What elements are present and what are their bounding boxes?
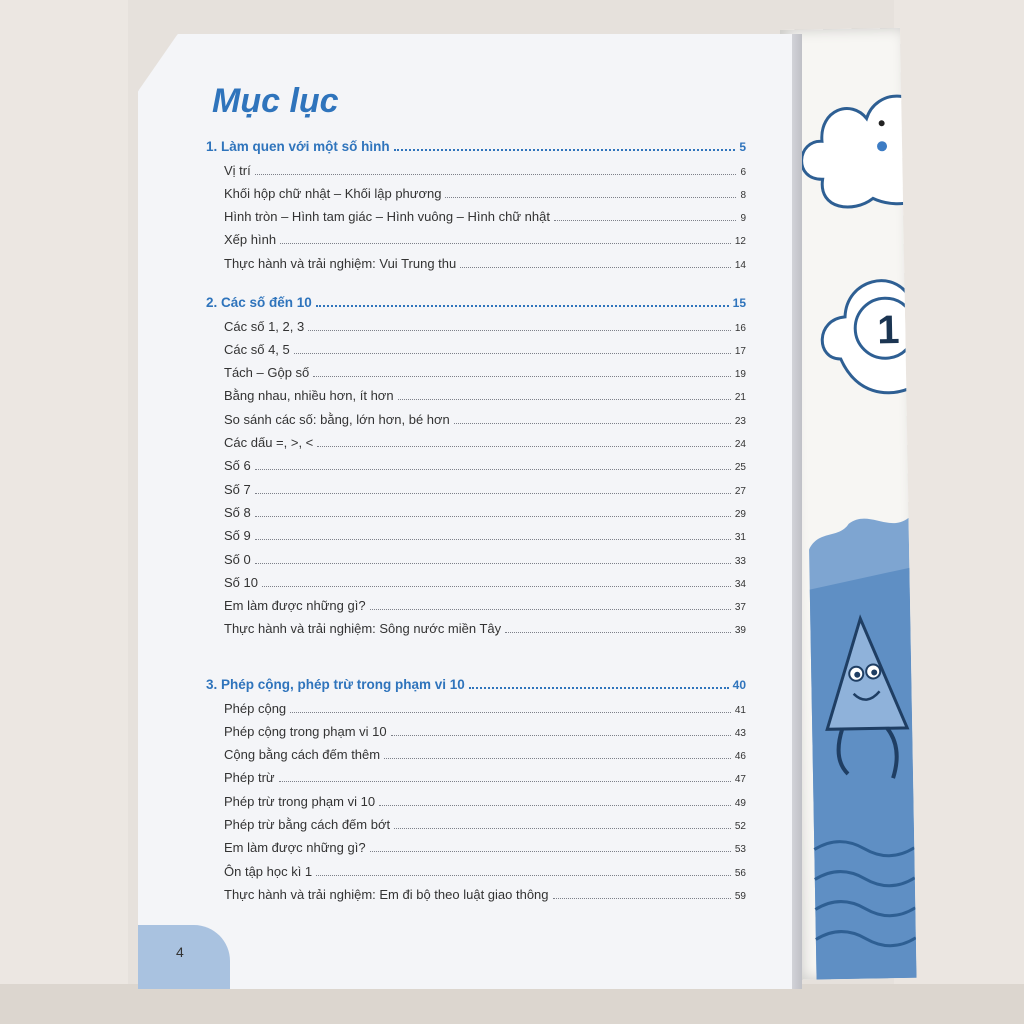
cloud-number-fragment: 1 xyxy=(876,307,900,353)
dot-leader xyxy=(370,851,731,852)
toc-item[interactable] xyxy=(206,855,746,878)
toc-item-page: 25 xyxy=(734,462,746,474)
dot-leader xyxy=(255,493,731,494)
toc-heading-label: 3. Phép cộng, phép trừ trong phạm vi 10 xyxy=(206,677,465,693)
toc-item-label: Cộng bằng cách đếm thêm xyxy=(224,747,381,763)
toc-item-label: Số 10 xyxy=(224,574,258,590)
toc-item[interactable] xyxy=(206,427,746,450)
dot-leader xyxy=(255,539,731,540)
dot-leader xyxy=(255,469,731,470)
toc-item-page: 6 xyxy=(740,166,746,178)
toc-item[interactable] xyxy=(206,497,746,520)
toc-item-page: 17 xyxy=(734,345,746,357)
toc-section-1 xyxy=(206,131,746,271)
toc-item-page: 47 xyxy=(734,774,746,786)
toc-item-page: 46 xyxy=(734,751,746,763)
dot-leader xyxy=(394,149,736,151)
toc-item-label: Phép trừ trong phạm vi 10 xyxy=(224,793,376,809)
dot-leader xyxy=(290,712,731,713)
dot-leader xyxy=(469,687,729,689)
dot-leader xyxy=(308,330,731,331)
toc-item-page: 53 xyxy=(734,844,746,856)
dot-leader xyxy=(255,174,737,175)
dot-leader xyxy=(379,805,731,806)
toc-item-page: 49 xyxy=(734,797,746,809)
toc-item-page: 37 xyxy=(734,602,746,614)
toc-item-label: Bằng nhau, nhiều hơn, ít hơn xyxy=(224,388,394,404)
toc-heading-page: 5 xyxy=(739,140,746,155)
toc-item-label: So sánh các số: bằng, lớn hơn, bé hơn xyxy=(224,411,450,427)
toc-item[interactable] xyxy=(206,450,746,473)
toc-item-label: Hình tròn – Hình tam giác – Hình vuông – Hình chữ nhật xyxy=(224,209,550,225)
toc-item-label: Các số 4, 5 xyxy=(224,341,290,357)
toc-heading[interactable] xyxy=(206,669,746,692)
toc-item-page: 39 xyxy=(734,625,746,637)
toc-item[interactable] xyxy=(206,520,746,543)
toc-item-label: Thực hành và trải nghiệm: Vui Trung thu xyxy=(224,255,457,271)
toc-item-page: 8 xyxy=(740,189,746,201)
toc-item[interactable] xyxy=(206,739,746,762)
toc-item-page: 9 xyxy=(740,213,746,225)
toc-item-page: 19 xyxy=(734,369,746,381)
toc-item-page: 41 xyxy=(734,704,746,716)
page-number-tab xyxy=(138,925,230,989)
dot-leader xyxy=(370,609,731,610)
dot-leader xyxy=(445,197,736,198)
toc-item-label: Thực hành và trải nghiệm: Em đi bộ theo luật giao thông xyxy=(224,886,549,902)
toc-item[interactable] xyxy=(206,154,746,177)
toc-item[interactable] xyxy=(206,178,746,201)
toc-item-label: Tách – Gộp số xyxy=(224,365,310,381)
dot-leader xyxy=(391,735,731,736)
toc-item-label: Em làm được những gì? xyxy=(224,840,366,856)
toc-item[interactable] xyxy=(206,692,746,715)
toc-item[interactable] xyxy=(206,879,746,902)
toc-item-label: Phép trừ bằng cách đếm bớt xyxy=(224,817,391,833)
toc-item-page: 24 xyxy=(734,439,746,451)
dot-leader xyxy=(316,875,731,876)
dot-leader xyxy=(294,353,731,354)
page-number: 4 xyxy=(176,944,184,960)
toc-item-label: Vị trí xyxy=(224,162,251,178)
toc-item-label: Ôn tập học kì 1 xyxy=(224,863,313,879)
toc-item[interactable] xyxy=(206,473,746,496)
page-title: Mục lục xyxy=(212,82,339,120)
dot-leader xyxy=(279,781,731,782)
dot-leader xyxy=(398,399,731,400)
toc-item[interactable] xyxy=(206,403,746,426)
toc-item-label: Các dấu =, >, < xyxy=(224,435,314,451)
toc-item[interactable] xyxy=(206,613,746,636)
toc-item[interactable] xyxy=(206,762,746,785)
toc-item-page: 56 xyxy=(734,867,746,879)
toc-item[interactable] xyxy=(206,247,746,270)
dot-leader xyxy=(454,423,731,424)
toc-item[interactable] xyxy=(206,590,746,613)
dot-leader xyxy=(554,220,736,221)
dot-leader xyxy=(384,758,731,759)
toc-item-page: 52 xyxy=(734,821,746,833)
toc-item-page: 29 xyxy=(734,508,746,520)
page-edge xyxy=(792,34,802,989)
toc-item-page: 43 xyxy=(734,727,746,739)
dot-leader xyxy=(317,446,731,447)
toc-item-label: Phép cộng trong phạm vi 10 xyxy=(224,723,387,739)
toc-item[interactable] xyxy=(206,543,746,566)
toc-item-label: Số 7 xyxy=(224,481,251,497)
dot-leader xyxy=(505,632,731,633)
toc-item[interactable] xyxy=(206,716,746,739)
toc-item-page: 12 xyxy=(734,236,746,248)
toc-heading-page: 15 xyxy=(732,296,746,311)
toc-item[interactable] xyxy=(206,357,746,380)
toc-item-label: Số 8 xyxy=(224,504,251,520)
toc-item-page: 31 xyxy=(734,532,746,544)
toc-heading[interactable] xyxy=(206,131,746,154)
table-surface xyxy=(0,984,1024,1024)
toc-section-3 xyxy=(206,669,746,902)
toc-item[interactable] xyxy=(206,809,746,832)
toc-item[interactable] xyxy=(206,832,746,855)
background-wall-left xyxy=(0,0,128,1024)
toc-item-page: 27 xyxy=(734,485,746,497)
toc-item-label: Số 0 xyxy=(224,551,251,567)
toc-item-label: Các số 1, 2, 3 xyxy=(224,318,305,334)
toc-item-label: Phép trừ xyxy=(224,770,275,786)
toc-item[interactable] xyxy=(206,380,746,403)
toc-item-page: 33 xyxy=(734,555,746,567)
toc-heading[interactable] xyxy=(206,287,746,310)
toc-item-label: Phép cộng xyxy=(224,700,287,716)
toc-item-page: 59 xyxy=(734,890,746,902)
cloud-number-icon xyxy=(821,280,916,394)
dot-leader xyxy=(316,305,729,307)
dot-leader xyxy=(313,376,731,377)
toc-item-label: Em làm được những gì? xyxy=(224,598,366,614)
toc-item[interactable] xyxy=(206,567,746,590)
toc-item[interactable] xyxy=(206,334,746,357)
toc-item-label: Thực hành và trải nghiệm: Sông nước miền Tây xyxy=(224,621,502,637)
toc-heading-label: 1. Làm quen với một số hình xyxy=(206,139,390,155)
dot-leader xyxy=(394,828,731,829)
toc-item[interactable] xyxy=(206,224,746,247)
toc-heading-label: 2. Các số đến 10 xyxy=(206,295,312,311)
dot-leader xyxy=(262,586,731,587)
toc-item-page: 21 xyxy=(734,392,746,404)
toc-item-page: 34 xyxy=(734,578,746,590)
toc-item-label: Khối hộp chữ nhật – Khối lập phương xyxy=(224,185,442,201)
toc-item-page: 23 xyxy=(734,415,746,427)
cloud-face-icon xyxy=(801,96,917,208)
dot-leader xyxy=(460,267,731,268)
toc-item-label: Số 9 xyxy=(224,528,251,544)
toc-item[interactable] xyxy=(206,785,746,808)
toc-item-label: Số 6 xyxy=(224,458,251,474)
dot-leader xyxy=(553,898,731,899)
dot-leader xyxy=(255,563,731,564)
toc-item[interactable] xyxy=(206,201,746,224)
toc-heading-page: 40 xyxy=(732,678,746,693)
toc-item[interactable] xyxy=(206,310,746,333)
toc-item-page: 16 xyxy=(734,322,746,334)
dot-leader xyxy=(255,516,731,517)
toc-item-label: Xếp hình xyxy=(224,232,277,248)
toc-item-page: 14 xyxy=(734,259,746,271)
dot-leader xyxy=(280,243,731,244)
toc-section-2 xyxy=(206,287,746,636)
